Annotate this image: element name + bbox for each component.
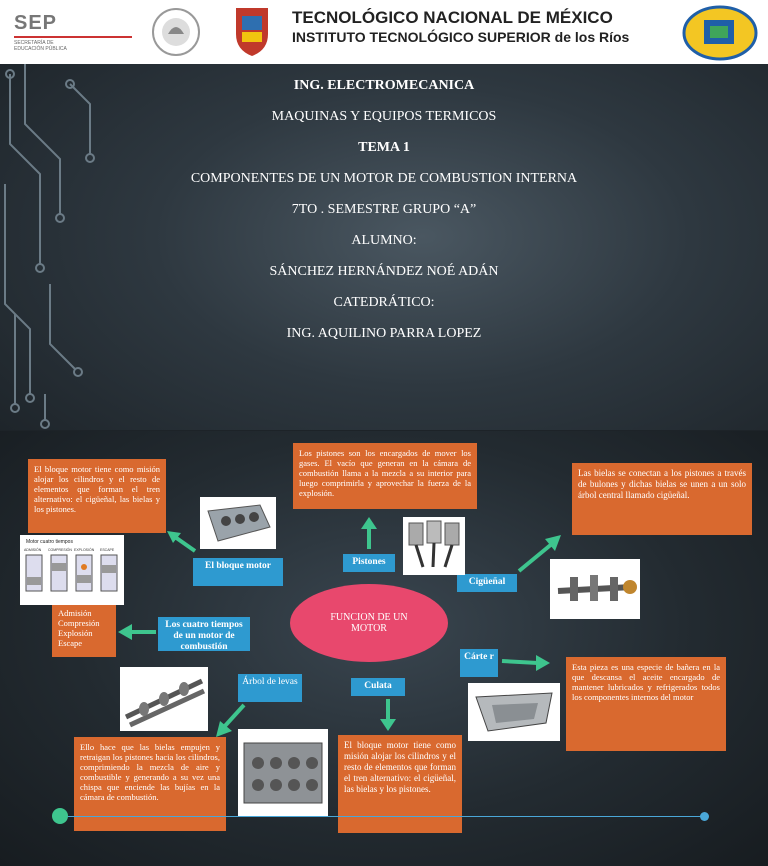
ciguenal-label: Cigüeñal bbox=[457, 574, 517, 592]
tiempos-label: Los cuatro tiempos de un motor de combustión bbox=[158, 617, 250, 651]
itsr-logo-icon bbox=[680, 4, 760, 62]
central-function-node bbox=[290, 584, 448, 662]
topic-name: COMPONENTES DE UN MOTOR DE COMBUSTION INTERNA bbox=[190, 171, 578, 186]
timeline-end-dot bbox=[700, 812, 709, 821]
ciguenal-text-box: Las bielas se conectan a los pistones a través de bulones y dichas bielas se unen a un solo árbol central llamado cigüeñal. bbox=[572, 463, 752, 535]
header-banner bbox=[0, 0, 768, 64]
tabasco-shield-icon bbox=[230, 4, 274, 60]
central-function-label: FUNCION DE UN MOTOR bbox=[330, 612, 408, 634]
student-label: ALUMNO: bbox=[351, 233, 417, 248]
arrow-to-arbol-text bbox=[212, 703, 246, 739]
tiempos-text-box: Admisión Compresión Explosión Escape bbox=[52, 603, 116, 657]
arrow-to-culata-text bbox=[379, 697, 397, 733]
arrow-to-ciguenal-text bbox=[517, 533, 565, 573]
subject-title: MAQUINAS Y EQUIPOS TERMICOS bbox=[271, 109, 497, 124]
pistones-label: Pistones bbox=[343, 554, 395, 572]
arbol-label: Árbol de levas bbox=[238, 674, 302, 702]
tecnm-subtitle: INSTITUTO TECNOLÓGICO SUPERIOR de los Ríos bbox=[292, 29, 630, 45]
arrow-to-pistones-text bbox=[360, 515, 378, 551]
mexico-seal-icon bbox=[150, 6, 202, 58]
tecnm-title: TECNOLÓGICO NACIONAL DE MÉXICO bbox=[292, 8, 613, 27]
teacher-label: CATEDRÁTICO: bbox=[333, 295, 435, 310]
sep-logo-text: SEP bbox=[14, 12, 58, 34]
carter-text-box: Esta pieza es una especie de bañera en la que descansa el aceite encargado de mantener lubricados y refrigerados todos los componentes internos del motor bbox=[566, 657, 726, 751]
timeline-start-dot bbox=[52, 808, 68, 824]
arrow-to-tiempos-text bbox=[116, 623, 158, 641]
culata-label: Culata bbox=[351, 678, 405, 696]
camshaft-image bbox=[120, 667, 208, 731]
sep-logo-subtext: SECRETARÍA DE EDUCACIÓN PÚBLICA bbox=[14, 40, 67, 52]
sep-logo-rule bbox=[14, 36, 132, 38]
carter-label: Cárte r bbox=[460, 649, 498, 677]
engine-block-image bbox=[200, 497, 276, 549]
oil-pan-image bbox=[468, 683, 560, 741]
four-stroke-diagram bbox=[20, 535, 124, 605]
cycle-phase-escape: ESCAPE bbox=[100, 548, 115, 552]
pistons-image bbox=[403, 517, 465, 575]
timeline-line bbox=[60, 816, 706, 817]
arrow-to-carter-text bbox=[500, 653, 552, 671]
culata-text-box: El bloque motor tiene como misión alojar los cilindros y el resto de elementos que forman el tren alternativo: el cigüeñal, las bielas y los pistones. bbox=[338, 735, 462, 833]
student-name: SÁNCHEZ HERNÁNDEZ NOÉ ADÁN bbox=[269, 264, 499, 279]
teacher-name: ING. AQUILINO PARRA LOPEZ bbox=[286, 326, 482, 341]
sep-logo bbox=[14, 12, 134, 52]
title-slide bbox=[0, 0, 768, 430]
mindmap-slide bbox=[0, 431, 768, 866]
career-title: ING. ELECTROMECANICA bbox=[293, 78, 475, 93]
cycle-diagram-title: Motor cuatro tiempos bbox=[26, 539, 73, 545]
cylinder-head-image bbox=[238, 729, 328, 817]
bloque-text-box: El bloque motor tiene como misión alojar los cilindros y el resto de elementos que forman el tren alternativo: el cigüeñal, las bielas y los pistones. bbox=[28, 459, 166, 533]
cycle-phase-compresion: COMPRESIÓN bbox=[48, 548, 72, 552]
topic-number: TEMA 1 bbox=[358, 140, 410, 155]
arrow-to-bloque-text bbox=[165, 529, 197, 555]
semester-group: 7TO . SEMESTRE GRUPO “A” bbox=[291, 202, 477, 217]
bloque-label: El bloque motor bbox=[193, 558, 283, 586]
arbol-text-box: Ello hace que las bielas empujen y retraigan los pistones hacia los cilindros, comprimiendo la mezcla de aire y combustible y generando a su vez una chispa que enciende las bujías en la cámara de combustión. bbox=[74, 737, 226, 831]
cycle-phase-explosion: EXPLOSIÓN bbox=[74, 548, 95, 552]
cycle-phase-admision: ADMISIÓN bbox=[24, 548, 42, 552]
pistones-text-box: Los pistones son los encargados de mover los gases. El vacío que generan en la cámara de combustión llama a la mezcla a su interior para luego comprimirla y aprovechar la fuerza de la explosión. bbox=[293, 443, 477, 509]
